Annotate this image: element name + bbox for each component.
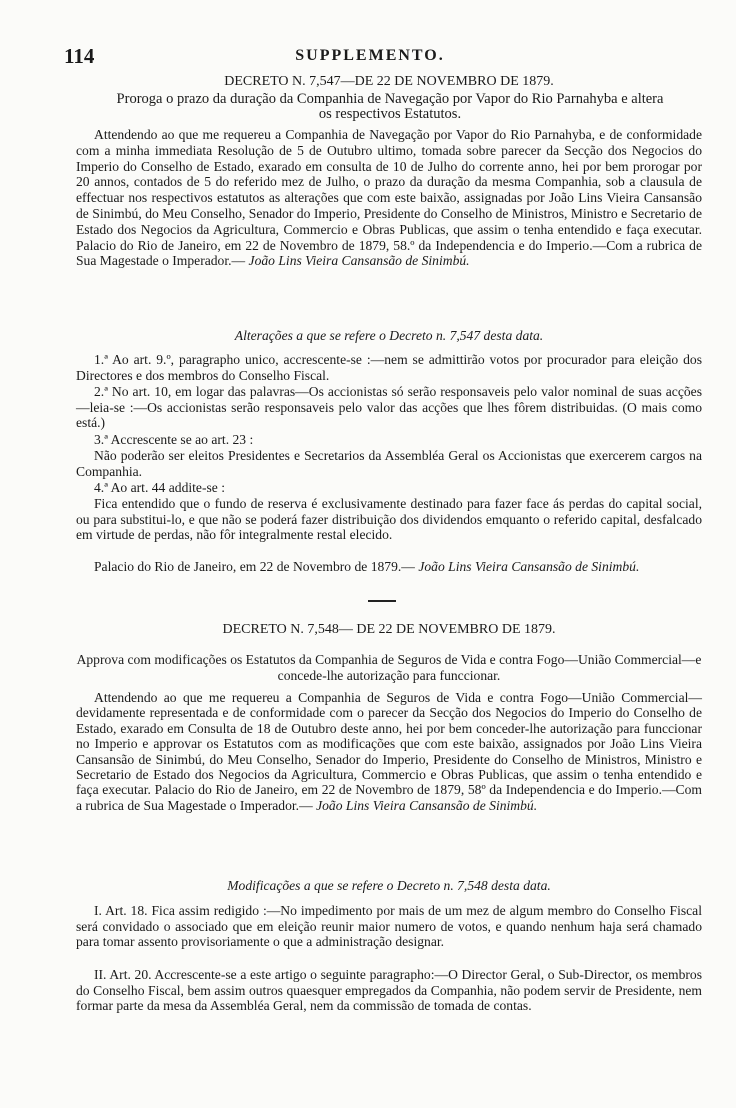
decree-1-closing-signature: João Lins Vieira Cansansão de Sinimbú.	[418, 559, 640, 574]
decree-1-closing	[76, 559, 702, 575]
decree-2-title: DECRETO N. 7,548— DE 22 DE NOVEMBRO DE 1879.	[222, 622, 556, 637]
decree-1-summary: Proroga o prazo da duração da Companhia de Navegação por Vapor do Rio Parnahyba e altera os respectivos Estatutos.	[116, 91, 664, 122]
decree-1-body	[76, 127, 702, 269]
modification-item-1: I. Art. 18. Fica assim redigido :—No impedimento por mais de um mez de algum membro do Conselho Fiscal será convidado o associado que em eleição reunir maior numero de votos, e quando nenhum haja será chamado para tomar assento provisoriamente o que a administração designar.	[76, 903, 702, 949]
page-number: 114	[64, 44, 95, 68]
alteration-item-1: 1.ª Ao art. 9.º, paragrapho unico, accrescente-se :—nem se admittirão votos por procurador para eleição dos Directores e dos membros do Conselho Fiscal.	[76, 352, 702, 383]
decree-1-body-text: Attendendo ao que me requereu a Companhia de Navegação por Vapor do Rio Parnahyba, e de conformidade com a minha immediata Resolução de 5 de Outubro ultimo, tomada sobre parecer da Secção dos Negocios do Imperio do Conselho de Estado, exarado em consulta de 10 de Julho do corrente anno, hei por bem prorogar por 20 annos, contados de 5 do referido mez de Julho, o prazo da duração da mesma Companhia, sob a clausula de effectuar nos respectivos estatutos as alterações que com este baixão, assignadas por João Lins Vieira Cansansão de Sinimbú, do Meu Conselho, Senador do Imperio, Presidente do Conselho de Ministros, Ministro e Secretario de Estado dos Negocios da Agricultura, Commercio e Obras Publicas, que assim o tenha entendido e faça executar. Palacio do Rio de Janeiro, em 22 de Novembro de 1879, 58.º da Independencia e do Imperio.—Com a rubrica de Sua Magestade o Imperador.—	[76, 127, 702, 269]
alteration-item-3-text: Não poderão ser eleitos Presidentes e Secretarios da Assembléa Geral os Accionistas que exercerem cargos na Companhia.	[76, 448, 702, 479]
modification-item-2: II. Art. 20. Accrescente-se a este artigo o seguinte paragrapho:—O Director Geral, o Sub-Director, os membros do Conselho Fiscal, bem assim outros quaesquer empregados da Companhia, não podem servir de Presidente, nem formar parte da mesa da Assembléa Geral, nem da commissão de tomada de contas.	[76, 967, 702, 1013]
running-title: SUPPLEMENTO.	[295, 47, 445, 64]
decree-1-alterations-title: Alterações a que se refere o Decreto n. 7,547 desta data.	[234, 328, 544, 343]
decree-2-body-text: Attendendo ao que me requereu a Companhia de Seguros de Vida e contra Fogo—União Commercial—devidamente representada e de conformidade com o parecer da Secção dos Negocios do Imperio do Conselho de Estado, exarado em Consulta de 18 de Outubro deste anno, hei por bem conceder-lhe autorização para funccionar no Imperio e approvar os Estatutos com as modificações que com este baixão, assignados por João Lins Vieira Cansansão de Sinimbú, do Meu Conselho, Senador do Imperio, Presidente do Conselho de Ministros, Ministro e Secretario de Estado dos Negocios da Agricultura, Commercio e Obras Publicas, que assim o tenha entendido e faça executar. Palacio do Rio de Janeiro, em 22 de Novembro de 1879, 58º da Independencia e do Imperio.—Com a rubrica de Sua Magestade o Imperador.—	[76, 690, 702, 813]
decree-1-signature: João Lins Vieira Cansansão de Sinimbú.	[248, 253, 470, 269]
decree-2-summary: Approva com modificações os Estatutos da Companhia de Seguros de Vida e contra Fogo—União Commercial—e concede-lhe autorização para funccionar.	[76, 652, 702, 683]
page-header	[64, 44, 676, 68]
alteration-item-2: 2.ª No art. 10, em logar das palavras—Os accionistas só serão responsaveis pelo valor nominal de suas acções—leia-se :—Os accionistas serão responsaveis pelo valor das acções que lhes fôrem distribuidas. (O mais como está.)	[76, 384, 702, 430]
decree-1-title: DECRETO N. 7,547—DE 22 DE NOVEMBRO DE 1879.	[224, 74, 554, 89]
decree-2-modifications-title: Modificações a que se refere o Decreto n. 7,548 desta data.	[227, 878, 551, 893]
section-divider	[368, 600, 396, 602]
decree-2-body	[76, 690, 702, 813]
alteration-item-4: 4.ª Ao art. 44 addite-se :	[94, 480, 225, 495]
alteration-item-4-text: Fica entendido que o fundo de reserva é exclusivamente destinado para fazer face ás perdas do capital social, ou para substitui-lo, e que não se poderá fazer distribuição dos dividendos emquanto o referido capital, desfalcado em virtude de perdas, não fôr integralmente restal elecido.	[76, 496, 702, 542]
decree-1-closing-text: Palacio do Rio de Janeiro, em 22 de Novembro de 1879.—	[94, 559, 415, 574]
decree-2-signature: João Lins Vieira Cansansão de Sinimbú.	[316, 797, 538, 813]
alteration-item-3: 3.ª Accrescente se ao art. 23 :	[94, 432, 254, 447]
